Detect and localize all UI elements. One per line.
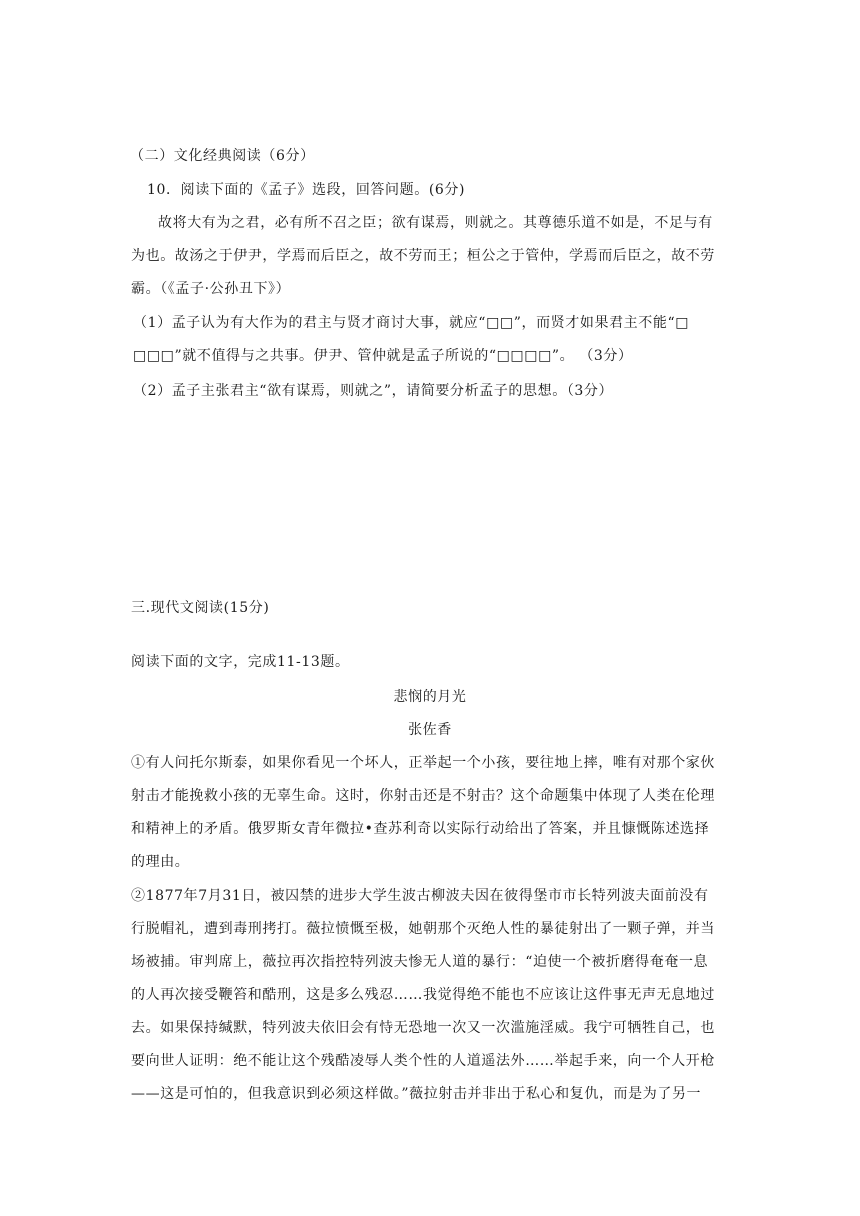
mencius-passage-line-2: 为也。故汤之于伊尹，学焉而后臣之，故不劳而王；桓公之于管仲，学焉而后臣之，故不劳 xyxy=(131,248,715,264)
paragraph-2-line-7: ——这是可怕的，但我意识到必须这样做。”薇拉射击并非出于私心和复仇，而是为了另一 xyxy=(131,1086,702,1102)
paragraph-2-line-1: ②1877年7月31日，被囚禁的进步大学生波古柳波夫因在彼得堡市市长特列波夫面前没有 xyxy=(131,888,709,904)
section-heading-culture-classics: （二）文化经典阅读（6分） xyxy=(130,148,315,164)
paragraph-1-line-1: ①有人问托尔斯泰，如果你看见一个坏人，正举起一个小孩，要往地上摔，唯有对那个家伙 xyxy=(131,755,715,771)
article-title: 悲悯的月光 xyxy=(393,689,467,705)
mencius-passage-line-3: 霸。（《孟子·公孙丑下》） xyxy=(131,281,291,297)
paragraph-1-line-2: 射击才能挽救小孩的无辜生命。这时，你射击还是不射击？这个命题集中体现了人类在伦理 xyxy=(131,788,715,804)
paragraph-1-line-4: 的理由。 xyxy=(131,854,190,870)
question-10-sub1-line-1: （1）孟子认为有大作为的君主与贤才商讨大事，就应“□□”，而贤才如果君主不能“□ xyxy=(133,315,690,331)
question-10-sub1-line-2: □□□”就不值得与之共事。伊尹、管仲就是孟子所说的“□□□□”。 （3分） xyxy=(133,348,633,364)
paragraph-2-line-4: 的人再次接受鞭笞和酷刑，这是多么残忍……我觉得绝不能也不应该让这件事无声无息地过 xyxy=(131,987,715,1003)
question-10-prompt: 10．阅读下面的《孟子》选段，回答问题。(6分) xyxy=(147,182,466,198)
paragraph-2-line-5: 去。如果保持缄默，特列波夫依旧会有恃无恐地一次又一次滥施淫威。我宁可牺牲自己，也 xyxy=(131,1020,715,1036)
question-10-sub2: （2）孟子主张君主“欲有谋焉，则就之”，请简要分析孟子的思想。（3分） xyxy=(133,383,614,399)
paragraph-2-line-2: 行脱帽礼，遭到毒刑拷打。薇拉愤慨至极，她朝那个灭绝人性的暴徒射出了一颗子弹，并当 xyxy=(131,921,715,937)
mencius-passage-line-1: 故将大有为之君，必有所不召之臣；欲有谋焉，则就之。其尊德乐道不如是，不足与有 xyxy=(158,215,713,231)
reading-instruction: 阅读下面的文字，完成11-13题。 xyxy=(131,654,350,670)
section-heading-modern-reading: 三.现代文阅读(15分) xyxy=(131,600,270,616)
paragraph-2-line-6: 要向世人证明：绝不能让这个残酷凌辱人类个性的人道遥法外……举起手来，向一个人开枪 xyxy=(131,1053,715,1069)
paragraph-1-line-3: 和精神上的矛盾。俄罗斯女青年微拉•查苏利奇以实际行动给出了答案，并且慷慨陈述选择 xyxy=(131,821,710,837)
paragraph-2-line-3: 场被捕。审判席上，薇拉再次指控特列波夫惨无人道的暴行：“迫使一个被折磨得奄奄一息 xyxy=(131,954,709,970)
article-author: 张佐香 xyxy=(408,722,452,738)
